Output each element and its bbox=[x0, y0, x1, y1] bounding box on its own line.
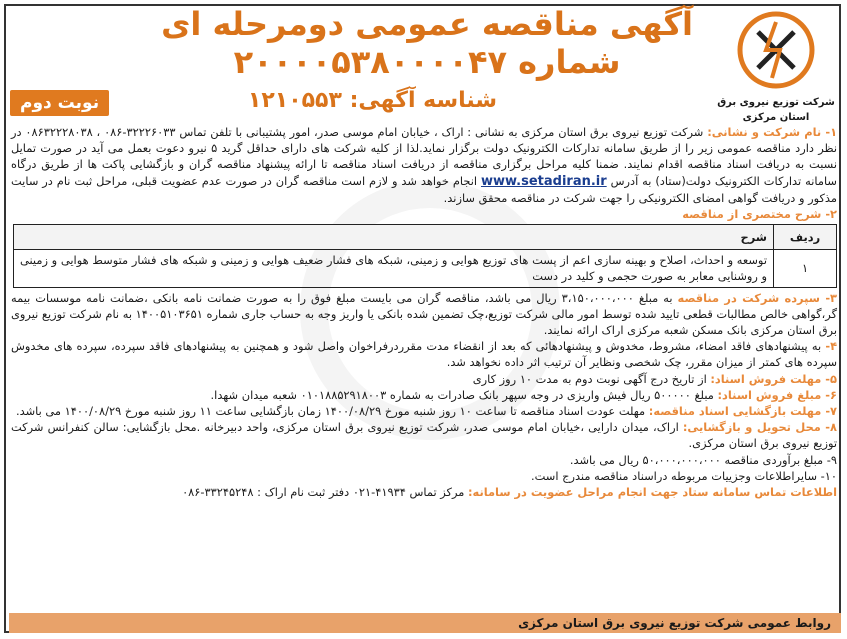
section-3-label: ۳- سپرده شرکت در مناقصه bbox=[677, 290, 837, 305]
section-1-text-2: انجام خواهد شد و لازم است مناقصه گران در صورت عدم عضویت قبلی، مراحل ثبت نام در سایت مذکور و دریافت گواهی امضای الکترونیکی را جهت شرکت در مناقصه محقق سازند. bbox=[11, 173, 837, 205]
section-4-text: به پیشنهادهای فاقد امضاء، مشروط، مخدوش و پیشنهادهائی که بعد از انقضاء مدت مقرردرفراخوان واصل شود و همچنین به پیشنهادهای فاقد سپرده، سپرده های مخدوش سپرده های کمتر از میزان مقرر، چک شخصی ونظایر آن ترتیب اثر داده نخواهد شد. bbox=[11, 339, 837, 370]
col-radif: ردیف bbox=[774, 225, 837, 250]
section-11-text: مرکز تماس ۴۱۹۳۴-۰۲۱ دفتر ثبت نام اراک : ۳۳۲۴۵۲۴۸-۰۸۶ bbox=[182, 485, 465, 500]
section-11-label: اطلاعات تماس سامانه ستاد جهت انجام مراحل عضویت در سامانه: bbox=[467, 485, 837, 500]
section-5-text: از تاریخ درج آگهی نوبت دوم به مدت ۱۰ روز کاری bbox=[472, 371, 707, 386]
section-1-text: شرکت توزیع نیروی برق استان مرکزی به نشانی : اراک ، خیابان امام موسی صدر، امور پشتیبانی با تلفن تماس ۳۲۲۲۶۰۳۳-۰۸۶ ، ۰۸۶۳۲۲۲۸۰۳۸ در نظر دارد مناقصه عمومی زیر را از طریق سامانه تدارکات الکترونیک دولت برگزار نماید.لذا از کلیه شرکت های دارای حداقل گرید ۵ نیرو دعوت بعمل می آید در صورت تمایل نسبت به دریافت اسناد مناقصه اقدام نمایند. ضمنا کلیه مراحل برگزاری مناقصه از دریافت اسناد مناقصه تا ارائه پیشنهاد مناقصه گران و بازگشایی پاکت ها از طریق درگاه سامانه تدارکات الکترونیک دولت(ستاد) به آدرس bbox=[11, 125, 837, 188]
section-7 bbox=[11, 403, 837, 419]
section-8 bbox=[11, 419, 837, 451]
setad-link[interactable]: www.setadiran.ir bbox=[480, 173, 607, 189]
tender-items-table bbox=[13, 224, 837, 287]
section-5 bbox=[11, 371, 837, 387]
col-sharh: شرح bbox=[14, 225, 774, 250]
section-11 bbox=[11, 484, 837, 500]
notice-id: شناسه آگهی: ۱۲۱۰۵۵۳ bbox=[247, 88, 497, 113]
section-3-text: به مبلغ ۳،۱۵۰،۰۰۰،۰۰۰ ریال می باشد، مناقصه گران می بایست مبلغ فوق را به صورت ضمانت نامه بانکی ،ضمانت نامه موسسات بیمه گر،گواهی خالص مطالبات قطعی تایید شده توسط امور مالی شرکت توزیع،چک تضمین شده بانکی یا واریز وجه به حساب جاری شماره ۱۴۰۰۵۱۰۳۶۵۱ به نام شرکت توزیع نیروی برق استان مرکزی بانک مسکن شعبه مرکزی اراک ارائه نمایند. bbox=[11, 290, 837, 338]
row-radif: ۱ bbox=[774, 250, 837, 287]
section-4 bbox=[11, 338, 837, 370]
section-3 bbox=[11, 290, 837, 339]
section-7-text: مهلت عودت اسناد مناقصه تا ساعت ۱۰ روز شنبه مورخ ۱۴۰۰/۰۸/۲۹ زمان بازگشایی ساعت ۱۱ روز شنبه مورخ ۱۴۰۰/۰۸/۲۹ می باشد. bbox=[15, 404, 646, 419]
round-badge: نوبت دوم bbox=[10, 90, 109, 116]
section-8-text: اراک، میدان دارایی ،خیابان امام موسی صدر، شرکت توزیع نیروی برق استان مرکزی، واحد دبیرخانه .محل بازگشایی: سالن کنفرانس شرکت توزیع نیروی برق استان مرکزی. bbox=[11, 420, 837, 451]
section-1 bbox=[11, 124, 837, 206]
section-1-label: ۱- نام شرکت و نشانی: bbox=[707, 125, 838, 139]
section-8-label: ۸- محل تحویل و بازگشایی: bbox=[682, 420, 837, 435]
notice-title: آگهی مناقصه عمومی دومرحله ای bbox=[161, 5, 693, 43]
section-9: ۹- مبلغ برآوردی مناقصه ۵۰،۰۰۰،۰۰۰،۰۰۰ ریال می باشد. bbox=[569, 452, 837, 467]
section-4-label: ۴- bbox=[825, 339, 838, 354]
section-2 bbox=[11, 206, 837, 222]
row-sharh: توسعه و احداث، اصلاح و بهینه سازی اعم از پست های توزیع هوایی و زمینی، شبکه های فشار ضعیف هوایی و زمینی و شبکه های فشار متوسط هوایی و زمینی و روشنایی معابر به صورت حجمی و کلید در دست bbox=[14, 250, 774, 287]
table-header-row bbox=[14, 225, 837, 250]
notice-number: شماره ۲۰۰۰۰۵۳۸۰۰۰۰۴۷ bbox=[233, 43, 621, 81]
company-logo bbox=[717, 10, 835, 122]
notice-body bbox=[11, 124, 837, 500]
footer-banner: روابط عمومی شرکت توزیع نیروی برق استان مرکزی bbox=[9, 613, 841, 633]
section-7-label: ۷- مهلت بازگشایی اسناد مناقصه: bbox=[648, 404, 837, 419]
section-5-label: ۵- مهلت فروش اسناد: bbox=[710, 371, 837, 386]
section-6 bbox=[11, 387, 837, 403]
logo-caption-2: استان مرکزی bbox=[742, 112, 810, 123]
section-6-text: مبلغ ۵۰۰۰۰۰ ریال فیش واریزی در وجه سپهر بانک صادرات به شماره ۰۱۰۱۸۸۵۲۹۱۸۰۰۳ شعبه میدان شهدا. bbox=[210, 387, 714, 402]
table-row bbox=[14, 250, 837, 287]
section-2-label: ۲- شرح مختصری از مناقصه bbox=[682, 207, 837, 222]
logo-caption-1: شرکت توزیع نیروی برق bbox=[717, 97, 835, 108]
electric-tower-icon bbox=[736, 10, 816, 90]
section-10: ۱۰- سایراطلاعات وجزییات مربوطه دراسناد مناقصه مندرج است. bbox=[530, 468, 837, 483]
section-6-label: ۶- مبلغ فروش اسناد: bbox=[717, 387, 837, 402]
